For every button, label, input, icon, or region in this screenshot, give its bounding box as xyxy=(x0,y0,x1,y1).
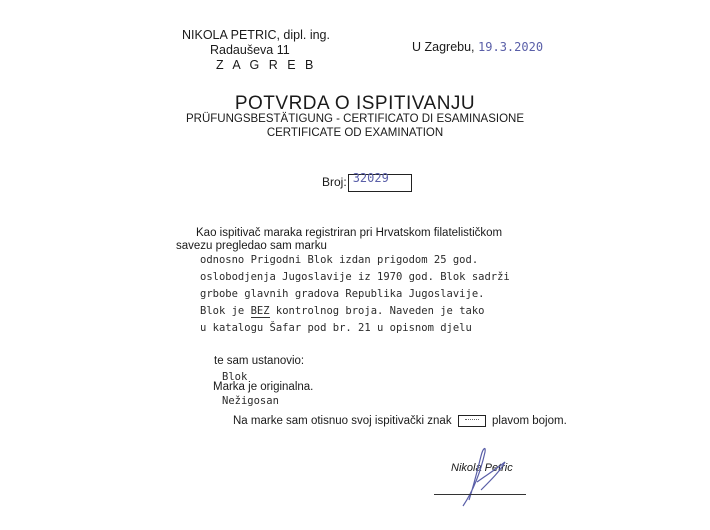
typed-line-2: oslobodjenja Jugoslavije iz 1970 god. Blok sadrži xyxy=(200,271,510,283)
signature-line xyxy=(434,494,526,495)
typed-line-4-start: Blok je xyxy=(200,305,251,317)
intro-text xyxy=(176,227,502,253)
document-subtitle-1: PRÜFUNGSBESTÄTIGUNG - CERTIFICATO DI ESAMINASIONE xyxy=(185,113,524,125)
number-label: Broj: xyxy=(322,175,347,190)
document-title: POTVRDA O ISPITIVANJU xyxy=(234,93,476,114)
document-subtitle-2: CERTIFICATE OD EXAMINATION xyxy=(266,127,444,139)
typed-blok: Blok xyxy=(222,371,248,383)
handwritten-date: 19.3.2020 xyxy=(478,40,544,54)
typed-line-4-end: kontrolnog broja. Naveden je tako xyxy=(269,305,485,317)
typed-line-1: odnosno Prigodni Blok izdan prigodom 25 god. xyxy=(200,254,479,266)
number-value: 32029 xyxy=(352,171,389,185)
typed-line-3: grbobe glavnih gradova Republika Jugoslavije. xyxy=(200,288,485,300)
typed-line-5: u katalogu Šafar pod br. 21 u opisnom djelu xyxy=(200,322,472,334)
sender-city: Z A G R E B xyxy=(216,58,317,72)
signature-name: Nikola Petric xyxy=(451,462,513,474)
intro-line-1: Kao ispitivač maraka registriran pri Hrvatskom filatelističkom xyxy=(196,227,503,239)
handwritten-signature xyxy=(455,440,525,510)
findings-label: te sam ustanovio: xyxy=(214,355,305,367)
typed-nezigosan: Nežigosan xyxy=(222,395,279,407)
sender-street: Radauševa 11 xyxy=(210,43,290,57)
certificate-number xyxy=(322,171,412,192)
stamp-statement-start: Na marke sam otisnuo svoj ispitivački znak xyxy=(233,415,452,428)
examiner-mark-box xyxy=(458,415,486,427)
intro-line-2: savezu pregledao sam marku xyxy=(176,240,327,252)
place-label: U Zagrebu, xyxy=(412,40,475,54)
stamp-statement-end: plavom bojom. xyxy=(492,415,567,428)
sender-name: NIKOLA PETRIC, dipl. ing. xyxy=(182,28,330,42)
typed-bez: BEZ xyxy=(250,305,270,317)
sender-address xyxy=(182,28,330,73)
marka-original: Marka je originalna. xyxy=(213,381,314,393)
number-box xyxy=(348,171,412,192)
stamp-statement xyxy=(233,415,567,427)
place-date xyxy=(412,40,543,54)
typed-line-4 xyxy=(200,305,484,317)
